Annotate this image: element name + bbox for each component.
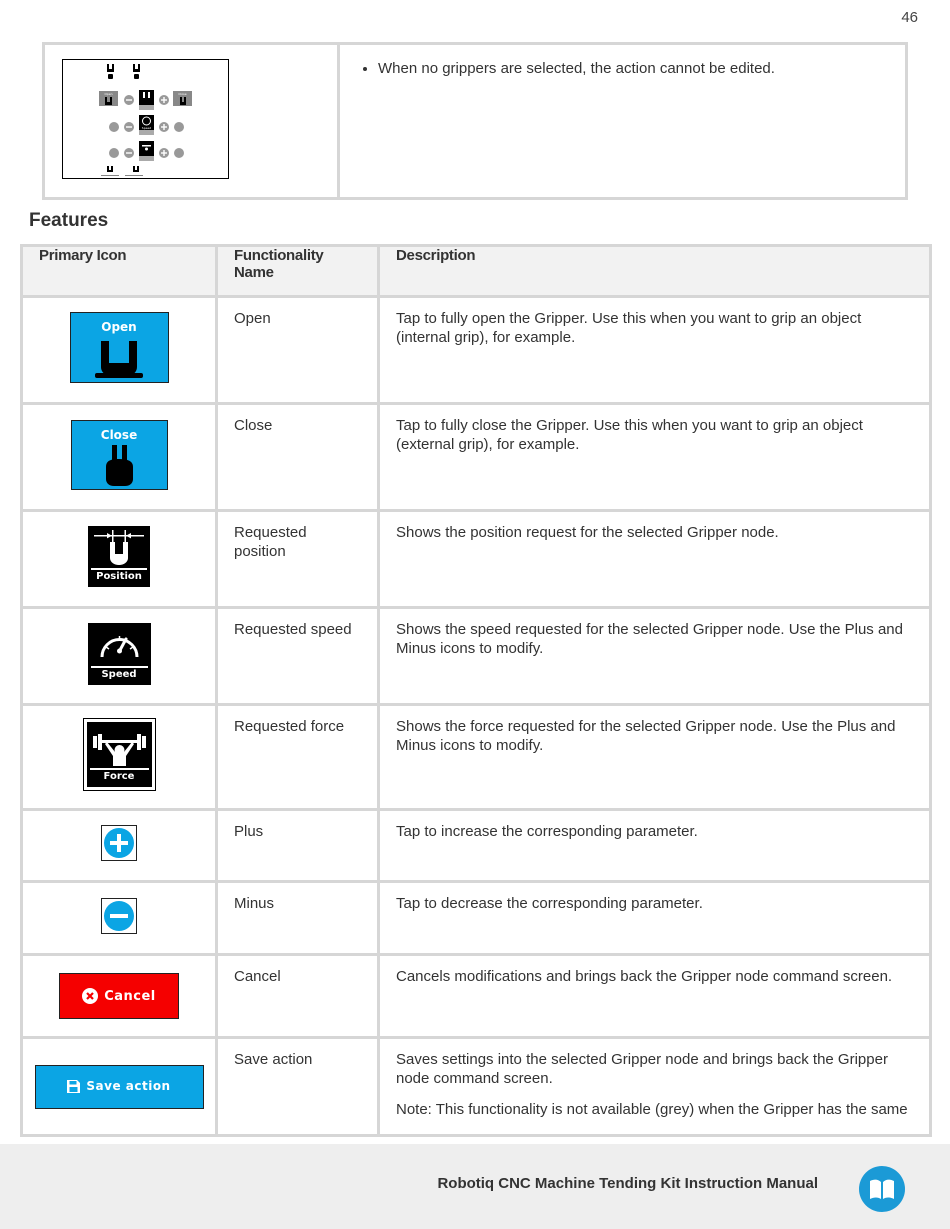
column-header-description: Description <box>379 246 931 297</box>
icon-cell <box>22 404 217 511</box>
speed-icon <box>88 623 151 685</box>
gripper-selector-icon <box>107 64 140 79</box>
description: Shows the position request for the selected Gripper node. <box>379 511 931 608</box>
icon-cell <box>22 297 217 404</box>
position-caption: Position <box>91 568 147 584</box>
save-icon <box>67 1080 80 1093</box>
table-row <box>22 882 931 955</box>
thumb-open-label: Open <box>104 92 113 96</box>
save-action-button-icon <box>35 1065 204 1109</box>
icon-cell <box>22 608 217 705</box>
table-row <box>22 608 931 705</box>
functionality-name: Open <box>217 297 379 404</box>
cancel-icon <box>82 988 98 1004</box>
table-row <box>22 810 931 882</box>
open-icon-label: Open <box>101 320 137 334</box>
previous-table-continuation <box>42 42 908 200</box>
open-gripper-icon <box>70 312 169 383</box>
page-footer <box>0 1144 950 1229</box>
note-cell <box>339 44 907 199</box>
description: Tap to decrease the corresponding parameter. <box>379 882 931 955</box>
icon-cell <box>22 810 217 882</box>
functionality-name: Minus <box>217 882 379 955</box>
functionality-name: Requested position <box>217 511 379 608</box>
close-icon-label: Close <box>100 427 138 442</box>
note-list <box>360 59 905 79</box>
screenshot-cell <box>44 44 339 199</box>
plus-icon <box>101 825 137 861</box>
description: Cancels modifications and brings back the Gripper node command screen. <box>379 955 931 1038</box>
functionality-name: Close <box>217 404 379 511</box>
features-table <box>20 244 932 1137</box>
icon-cell <box>22 955 217 1038</box>
description: Shows the speed requested for the selected Gripper node. Use the Plus and Minus icons to modify. <box>379 608 931 705</box>
functionality-name: Cancel <box>217 955 379 1038</box>
thumb-close-label: Close <box>178 92 187 96</box>
thumb-speed-label: Speed <box>141 126 152 130</box>
footer-title: Robotiq CNC Machine Tending Kit Instruction Manual <box>437 1175 818 1192</box>
description: Tap to increase the corresponding parameter. <box>379 810 931 882</box>
functionality-name: Requested force <box>217 705 379 810</box>
table-row <box>22 404 931 511</box>
minus-icon <box>101 898 137 934</box>
description: Tap to fully close the Gripper. Use this when you want to grip an object (external grip), for example. <box>379 404 931 511</box>
section-heading: Features <box>29 210 109 231</box>
functionality-name: Save action <box>217 1038 379 1136</box>
description: Saves settings into the selected Gripper node and brings back the Gripper node command screen. <box>396 1051 888 1087</box>
table-header-row <box>22 246 931 297</box>
page-number: 46 <box>901 9 918 26</box>
table-row <box>22 1038 931 1136</box>
note-bullet: • When no grippers are selected, the action cannot be edited. <box>378 59 905 79</box>
functionality-name: Requested speed <box>217 608 379 705</box>
column-header-functionality-name: Functionality Name <box>217 246 379 297</box>
position-icon <box>88 526 150 587</box>
book-icon <box>859 1166 905 1212</box>
functionality-name: Plus <box>217 810 379 882</box>
cancel-label: Cancel <box>104 988 156 1004</box>
icon-cell <box>22 1038 217 1136</box>
description: Shows the force requested for the selected Gripper node. Use the Plus and Minus icons to modify. <box>379 705 931 810</box>
description: Tap to fully open the Gripper. Use this when you want to grip an object (internal grip), for example. <box>379 297 931 404</box>
gripper-screen-thumbnail <box>62 59 229 179</box>
table-row <box>22 511 931 608</box>
speed-caption: Speed <box>91 666 148 682</box>
force-caption: Force <box>90 768 149 784</box>
description-cell <box>379 1038 931 1136</box>
close-gripper-icon <box>71 420 168 490</box>
table-row <box>22 955 931 1038</box>
force-icon <box>85 720 154 789</box>
cancel-button-icon <box>59 973 179 1019</box>
description-note: Note: This functionality is not available (grey) when the Gripper has the same <box>396 1101 908 1118</box>
table-row <box>22 297 931 404</box>
icon-cell <box>22 705 217 810</box>
icon-cell <box>22 511 217 608</box>
column-header-primary-icon: Primary Icon <box>22 246 217 297</box>
save-action-label: Save action <box>86 1079 171 1093</box>
table-row <box>22 705 931 810</box>
icon-cell <box>22 882 217 955</box>
